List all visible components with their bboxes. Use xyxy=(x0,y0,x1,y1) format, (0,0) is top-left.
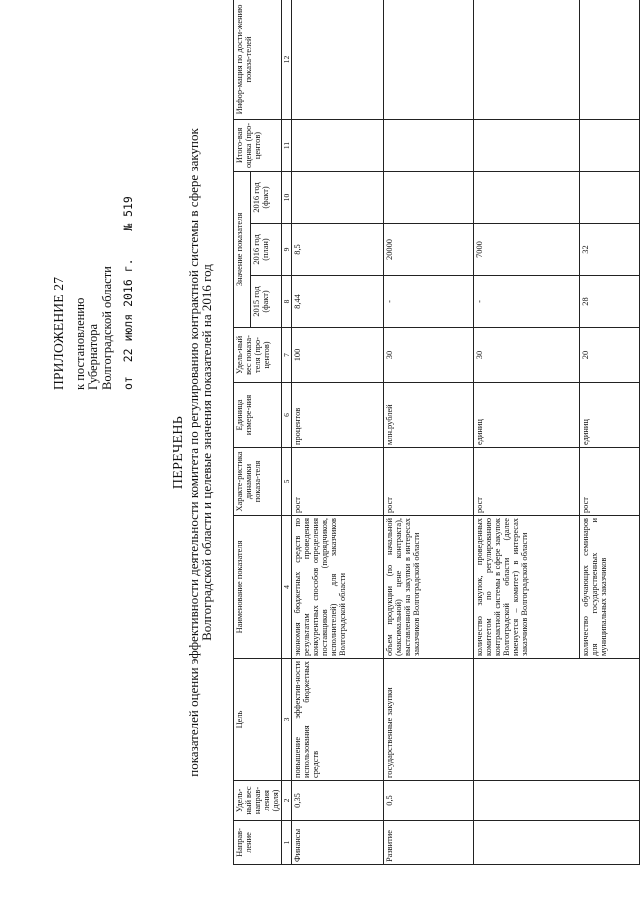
cell-goal xyxy=(580,659,640,781)
cell-dynamics: рост xyxy=(580,448,640,516)
table-header-row xyxy=(234,0,251,865)
header-unit: Единица измере-ния xyxy=(234,383,282,448)
table-row xyxy=(384,0,474,865)
header-indicator-weight: Удель-ный вес показа-теля (про-центов) xyxy=(234,328,282,383)
cell-direction xyxy=(580,821,640,865)
column-number: 9 xyxy=(282,224,292,276)
appendix-line-3: Волгоградской области xyxy=(99,266,114,390)
column-number: 7 xyxy=(282,328,292,383)
cell-total xyxy=(384,119,474,171)
column-number: 3 xyxy=(282,659,292,781)
header-fact-2015: 2015 год (факт) xyxy=(251,276,282,328)
table-row xyxy=(474,0,580,865)
column-number-row xyxy=(282,0,292,865)
cell-indicator: экономия бюджетных средств по результатам проведения конкурентных способов определения поставщиков (подрядчиков, исполнителей) для заказчиков Волгоградской области xyxy=(292,516,384,659)
column-number: 4 xyxy=(282,516,292,659)
cell-unit: единиц xyxy=(580,383,640,448)
header-total: Итого-вая оценка (про-центов) xyxy=(234,119,282,171)
table-row xyxy=(292,0,384,865)
appendix-date-line: от 22 июля 2016 г. № 519 xyxy=(121,196,135,390)
cell-dynamics: рост xyxy=(474,448,580,516)
cell-total xyxy=(292,119,384,171)
table-row xyxy=(580,0,640,865)
heading-subtitle-line-1: показателей оценки эффективности деятельности комитета по регулированию контрактной системы в сфере закупок xyxy=(185,128,201,777)
appendix-title: ПРИЛОЖЕНИЕ 27 xyxy=(51,276,66,390)
cell-dynamics: рост xyxy=(292,448,384,516)
header-goal: Цель xyxy=(234,659,282,781)
column-number: 1 xyxy=(282,821,292,865)
cell-indicator-weight: 20 xyxy=(580,328,640,383)
cell-fact-2016 xyxy=(384,171,474,223)
cell-indicator: количество обучающих семинаров для государственных и муниципальных заказчиков xyxy=(580,516,640,659)
column-number: 11 xyxy=(282,119,292,171)
cell-weight xyxy=(580,781,640,821)
cell-weight xyxy=(474,781,580,821)
cell-info xyxy=(580,0,640,119)
cell-weight: 0,35 xyxy=(292,781,384,821)
header-plan-2016: 2016 год (план) xyxy=(251,224,282,276)
header-fact-2016: 2016 год (факт) xyxy=(251,171,282,223)
column-number: 6 xyxy=(282,383,292,448)
cell-unit: единиц xyxy=(474,383,580,448)
column-number: 2 xyxy=(282,781,292,821)
column-number: 8 xyxy=(282,276,292,328)
cell-unit: процентов xyxy=(292,383,384,448)
cell-plan-2016: 7000 xyxy=(474,224,580,276)
appendix-block xyxy=(52,30,136,390)
header-dynamics: Характе-ристика динамики показа-теля xyxy=(234,448,282,516)
header-weight: Удель-ный вес направ-ления (доля) xyxy=(234,781,282,821)
cell-fact-2015: - xyxy=(384,276,474,328)
cell-indicator: количество закупок, проведенных комитетом по регулированию контрактной системы в сфере закупок Волгоградской области (далее именуется – комитет) в интересах заказчиков Волгоградской области xyxy=(474,516,580,659)
heading-subtitle-line-2: Волгоградской области и целевые значения показателей на 2016 год xyxy=(199,264,214,641)
cell-direction: Финансы xyxy=(292,821,384,865)
cell-info xyxy=(474,0,580,119)
header-direction: Направ-ление xyxy=(234,821,282,865)
cell-fact-2015: 8,44 xyxy=(292,276,384,328)
column-number: 5 xyxy=(282,448,292,516)
cell-indicator-weight: 30 xyxy=(384,328,474,383)
cell-plan-2016: 20000 xyxy=(384,224,474,276)
indicators-table xyxy=(233,0,640,865)
cell-dynamics: рост xyxy=(384,448,474,516)
cell-goal xyxy=(474,659,580,781)
column-number: 10 xyxy=(282,171,292,223)
cell-fact-2015: 28 xyxy=(580,276,640,328)
header-info: Инфор-мация по дости-жению показа-телей xyxy=(234,0,282,119)
column-number: 12 xyxy=(282,0,292,119)
appendix-line-1: к постановлению xyxy=(72,297,87,390)
cell-direction: Развитие xyxy=(384,821,474,865)
cell-info xyxy=(292,0,384,119)
cell-total xyxy=(474,119,580,171)
cell-unit: млн.рублей xyxy=(384,383,474,448)
header-indicator: Наименование показателя xyxy=(234,516,282,659)
heading-title: ПЕРЕЧЕНЬ xyxy=(171,415,186,490)
cell-fact-2016 xyxy=(474,171,580,223)
cell-weight: 0,5 xyxy=(384,781,474,821)
cell-fact-2016 xyxy=(292,171,384,223)
cell-direction xyxy=(474,821,580,865)
cell-goal: государственные закупки xyxy=(384,659,474,781)
header-value-group: Значение показателя xyxy=(234,171,251,327)
cell-goal: повышение эффектив-ности использования бюджетных средств xyxy=(292,659,384,781)
cell-indicator-weight: 100 xyxy=(292,328,384,383)
document-heading xyxy=(172,40,214,865)
cell-indicator-weight: 30 xyxy=(474,328,580,383)
cell-fact-2015: - xyxy=(474,276,580,328)
cell-info xyxy=(384,0,474,119)
cell-plan-2016: 8,5 xyxy=(292,224,384,276)
cell-indicator: объем продукции (по начальной (максимальной) цене контракта), выставленной на закупки в интересах заказчиков Волгоградской области xyxy=(384,516,474,659)
cell-plan-2016: 32 xyxy=(580,224,640,276)
cell-total xyxy=(580,119,640,171)
cell-fact-2016 xyxy=(580,171,640,223)
appendix-line-2: Губернатора xyxy=(86,323,100,390)
